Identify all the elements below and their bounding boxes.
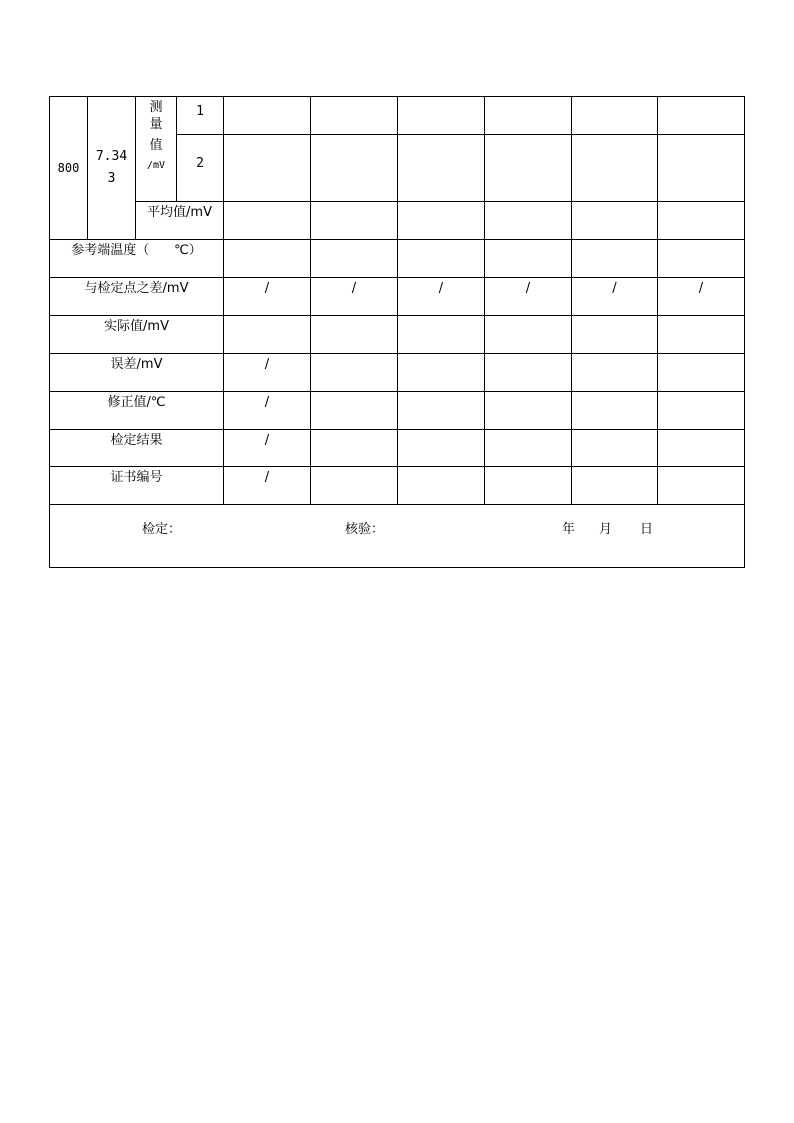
data-cell[interactable] — [398, 467, 485, 505]
signature-footer — [50, 505, 745, 568]
measure-index-2: 2 — [177, 135, 224, 202]
slash-cell: / — [398, 278, 485, 316]
table-row-cert — [50, 467, 745, 505]
slash-cell: / — [572, 278, 658, 316]
data-cell[interactable] — [572, 135, 658, 202]
data-cell[interactable] — [398, 135, 485, 202]
data-cell[interactable] — [311, 240, 398, 278]
data-cell[interactable] — [224, 135, 311, 202]
data-cell[interactable] — [572, 430, 658, 467]
table-row-actual — [50, 316, 745, 354]
data-cell[interactable] — [572, 392, 658, 430]
calibration-table — [49, 96, 745, 568]
error-label: 误差/mV — [50, 354, 224, 392]
measured-label-unit: /mV — [146, 160, 166, 171]
slash-cell: / — [224, 392, 311, 430]
data-cell[interactable] — [572, 316, 658, 354]
data-cell[interactable] — [572, 240, 658, 278]
table-row-footer — [50, 505, 745, 568]
table-row-error — [50, 354, 745, 392]
year-label: 年 — [562, 522, 576, 537]
data-cell[interactable] — [658, 354, 745, 392]
average-label: 平均值/mV — [136, 202, 224, 240]
data-cell[interactable] — [658, 392, 745, 430]
data-cell[interactable] — [398, 97, 485, 135]
checker-label: 核验： — [345, 522, 385, 537]
data-cell[interactable] — [572, 354, 658, 392]
diff-label: 与检定点之差/mV — [50, 278, 224, 316]
actual-label: 实际值/mV — [50, 316, 224, 354]
measure-index-1: 1 — [177, 97, 224, 135]
measured-label-char-1: 测 — [149, 100, 163, 115]
table-row-average — [50, 202, 745, 240]
table-row-result — [50, 430, 745, 467]
data-cell[interactable] — [311, 316, 398, 354]
data-cell[interactable] — [398, 430, 485, 467]
table-row-correction — [50, 392, 745, 430]
data-cell[interactable] — [224, 202, 311, 240]
data-cell[interactable] — [485, 202, 572, 240]
data-cell[interactable] — [658, 467, 745, 505]
correction-label: 修正值/℃ — [50, 392, 224, 430]
data-cell[interactable] — [658, 240, 745, 278]
data-cell[interactable] — [485, 135, 572, 202]
data-cell[interactable] — [572, 97, 658, 135]
data-cell[interactable] — [311, 97, 398, 135]
result-label: 检定结果 — [50, 430, 224, 467]
data-cell[interactable] — [224, 316, 311, 354]
data-cell[interactable] — [485, 97, 572, 135]
measured-label-char-2: 量 — [149, 117, 163, 132]
day-label: 日 — [640, 522, 654, 537]
data-cell[interactable] — [658, 430, 745, 467]
temperature-cell: 800 — [50, 97, 88, 240]
table-row-diff — [50, 278, 745, 316]
data-cell[interactable] — [658, 135, 745, 202]
data-cell[interactable] — [485, 240, 572, 278]
data-cell[interactable] — [398, 240, 485, 278]
data-cell[interactable] — [485, 354, 572, 392]
data-cell[interactable] — [398, 316, 485, 354]
data-cell[interactable] — [398, 354, 485, 392]
slash-cell: / — [224, 430, 311, 467]
ref-temp-label: 参考端温度（ ℃） — [50, 240, 224, 278]
data-cell[interactable] — [311, 467, 398, 505]
data-cell[interactable] — [485, 467, 572, 505]
data-cell[interactable] — [485, 430, 572, 467]
cert-no-label: 证书编号 — [50, 467, 224, 505]
data-cell[interactable] — [572, 467, 658, 505]
measured-value-label — [136, 97, 177, 202]
data-cell[interactable] — [398, 392, 485, 430]
standard-value-cell: 7.34 3 — [88, 97, 136, 240]
data-cell[interactable] — [658, 97, 745, 135]
data-cell[interactable] — [485, 392, 572, 430]
data-cell[interactable] — [311, 354, 398, 392]
slash-cell: / — [224, 278, 311, 316]
data-cell[interactable] — [398, 202, 485, 240]
data-cell[interactable] — [572, 202, 658, 240]
slash-cell: / — [658, 278, 745, 316]
data-cell[interactable] — [224, 240, 311, 278]
slash-cell: / — [224, 467, 311, 505]
table-row-ref-temp — [50, 240, 745, 278]
slash-cell: / — [224, 354, 311, 392]
data-cell[interactable] — [311, 430, 398, 467]
slash-cell: / — [311, 278, 398, 316]
inspector-label: 检定： — [142, 522, 182, 537]
data-cell[interactable] — [311, 392, 398, 430]
data-cell[interactable] — [658, 202, 745, 240]
data-cell[interactable] — [224, 97, 311, 135]
data-cell[interactable] — [311, 202, 398, 240]
data-cell[interactable] — [485, 316, 572, 354]
table-row-measure-1 — [50, 97, 745, 135]
measured-label-char-3: 值 — [149, 138, 163, 153]
data-cell[interactable] — [658, 316, 745, 354]
data-cell[interactable] — [311, 135, 398, 202]
slash-cell: / — [485, 278, 572, 316]
month-label: 月 — [599, 522, 613, 537]
